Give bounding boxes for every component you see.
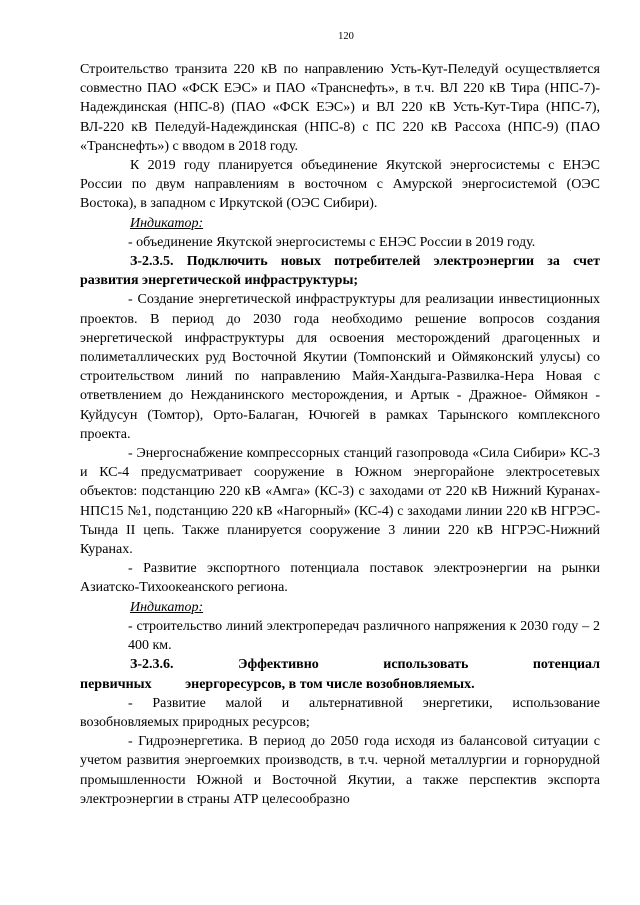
- section-heading-tail: энергоресурсов, в том числе возобновляемых.: [185, 676, 475, 692]
- paragraph-small-energy: - Развитие малой и альтернативной энергетики, использование возобновляемых природных ресурсов;: [80, 695, 600, 730]
- section-heading-3-2-3-6: [80, 655, 600, 693]
- paragraph-compressor-stations: - Энергоснабжение компрессорных станций газопровода «Сила Сибири» КС-3 и КС-4 предусматривает сооружение в Южном энергорайоне электросетевых объектов: подстанцию 220 кВ «Амга» (КС-3) с заходами от 220 кВ Нижний Куранах-НПС15 №1, подстанцию 220 кВ «Нагорный» (КС-4) с заходами линии 220 кВ НГРЭС-Тында II цепь. Также планируется сооружение 3 линии 220 кВ НГРЭС-Нижний Куранах.: [80, 446, 600, 558]
- page-number: 120: [338, 31, 354, 42]
- indicator-label: Индикатор:: [130, 599, 204, 615]
- section-heading-3-2-3-5: З-2.3.5. Подключить новых потребителей электроэнергии за счет развития энергетической инфраструктуры;: [80, 254, 600, 289]
- section-heading-lead: З-2.3.6. Эффективно использовать потенциал первичных: [80, 657, 600, 692]
- paragraph-energy-system-merge: К 2019 году планируется объединение Якутской энергосистемы с ЕНЭС России по двум направлениям в восточном с Амурской энергосистемой (ОЭС Востока), в западном с Иркутской (ОЭС Сибири).: [80, 158, 600, 212]
- indicator-label: Индикатор:: [130, 215, 204, 231]
- paragraph-export-potential: - Развитие экспортного потенциала поставок электроэнергии на рынки Азиатско-Тихоокеанского региона.: [80, 561, 600, 596]
- paragraph-transit-construction: Строительство транзита 220 кВ по направлению Усть-Кут-Пеледуй осуществляется совместно ПАО «ФСК ЕЭС» и ПАО «Транснефть», в т.ч. ВЛ 220 кВ Тира (НПС-7)-Надеждинская (НПС-8) (ПАО «ФСК ЕЭС») и ВЛ 220 кВ Усть-Кут-Тира (НПС-7), ВЛ-220 кВ Пеледуй-Надеждинская (НПС-8) с ПС 220 кВ Рассоха (НПС-9) (ПАО «Транснефть») с вводом в 2018 году.: [80, 62, 600, 154]
- paragraph-hydropower: - Гидроэнергетика. В период до 2050 года исходя из балансовой ситуации с учетом развития энергоемких производств, в т.ч. черной металлургии и горнорудной промышленности Южной и Восточной Якутии, а также перспектив экспорта электроэнергии в страны АТР целесообразно: [80, 734, 600, 807]
- indicator-item-merge-2019: - объединение Якутской энергосистемы с ЕНЭС России в 2019 году.: [128, 234, 536, 250]
- indicator-item-power-lines: - строительство линий электропередач различного напряжения к 2030 году – 2 400 км.: [128, 618, 600, 654]
- paragraph-infrastructure-creation: - Создание энергетической инфраструктуры для реализации инвестиционных проектов. В период до 2030 года необходимо решение вопросов создания энергетической инфраструктуры для освоения месторождений драгоценных и полиметаллических руд Восточной Якутии (Томпонский и Оймяконский улусы) со строительством линий по направлению Майя-Хандыга-Развилка-Нера Новая с ответвлением до Нежданинского месторождения, и Артык - Дражное- Оймякон - Куйдусун (Томтор), Орто-Балаган, Ючюгей в рамках Тарынского комплексного проекта.: [80, 292, 600, 442]
